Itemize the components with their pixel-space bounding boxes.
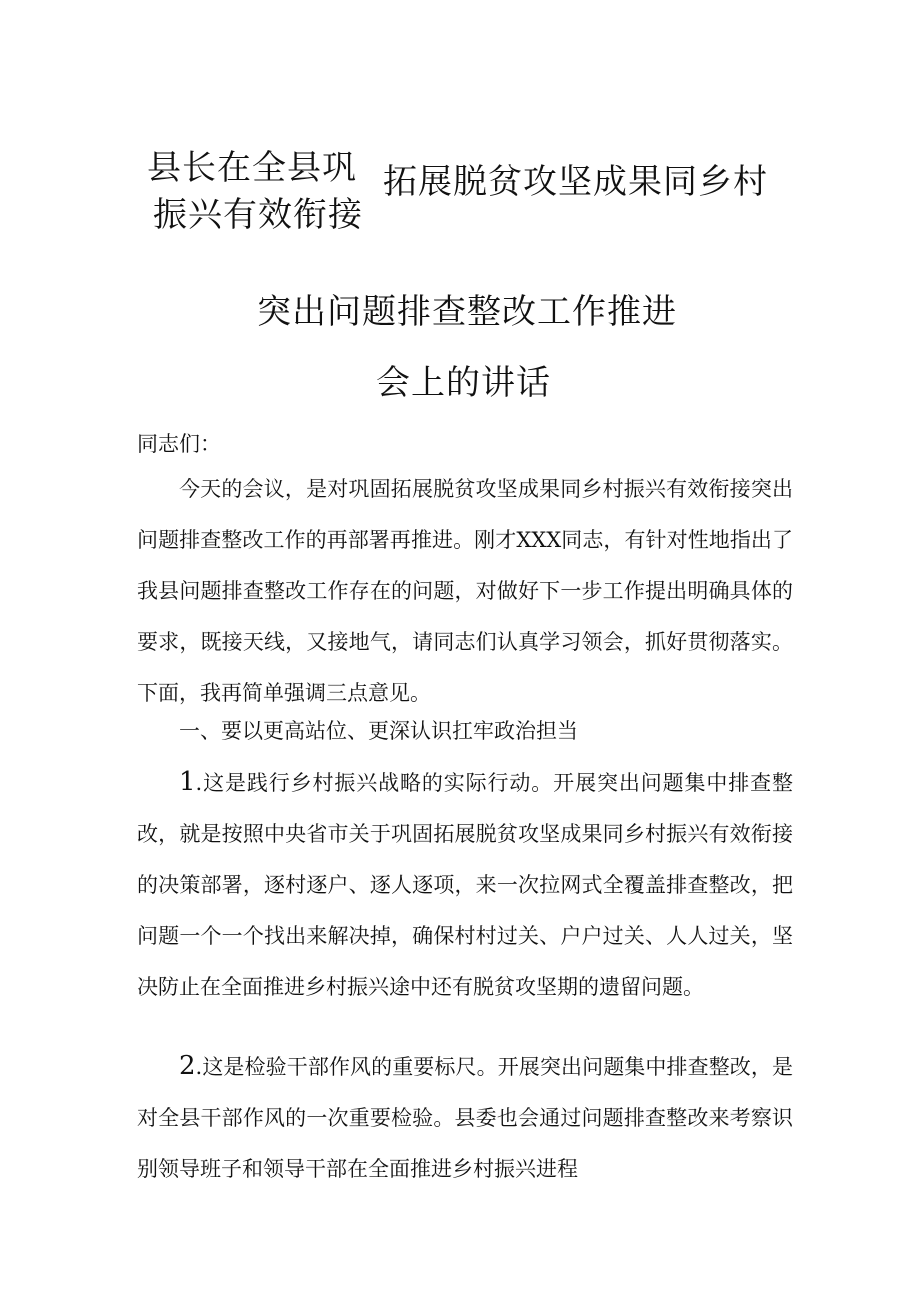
title-line-1: 县长在全县巩 [147, 148, 357, 188]
title-line-5: 会上的讲话 [376, 363, 551, 403]
item-number-1: 1 [179, 767, 196, 797]
title-line-4: 突出问题排查整改工作推进 [257, 292, 677, 332]
section-heading-1: 一、要以更高站位、更深认识扛牢政治担当 [179, 719, 578, 743]
numbered-item-1 [137, 757, 793, 1013]
salutation: 同志们： [137, 432, 221, 456]
item-text-2: .这是检验干部作风的重要标尺。开展突出问题集中排查整改，是对全县干部作风的一次重要检验。县委也会通过问题排查整改来考察识别领导班子和领导干部在全面推进乡村振兴进程 [137, 1055, 793, 1181]
intro-paragraph: 今天的会议，是对巩固拓展脱贫攻坚成果同乡村振兴有效衔接突出问题排查整改工作的再部署再推进。刚才XXX同志，有针对性地指出了我县问题排查整改工作存在的问题，对做好下一步工作提出明确具体的要求，既接天线，又接地气，请同志们认真学习领会，抓好贯彻落实。下面，我再简单强调三点意见。 [137, 477, 793, 705]
numbered-item-2 [137, 1041, 793, 1195]
title-line-3: 振兴有效衔接 [153, 195, 363, 235]
title-line-2: 拓展脱贫攻坚成果同乡村 [383, 162, 768, 202]
item-number-2: 2 [179, 1051, 196, 1081]
item-text-1: .这是践行乡村振兴战略的实际行动。开展突出问题集中排查整改，就是按照中央省市关于巩固拓展脱贫攻坚成果同乡村振兴有效衔接的决策部署，逐村逐户、逐人逐项，来一次拉网式全覆盖排查整改，把问题一个一个找出来解决掉，确保村村过关、户户过关、人人过关，坚决防止在全面推进乡村振兴途中还有脱贫攻坚期的遗留问题。 [137, 771, 793, 999]
